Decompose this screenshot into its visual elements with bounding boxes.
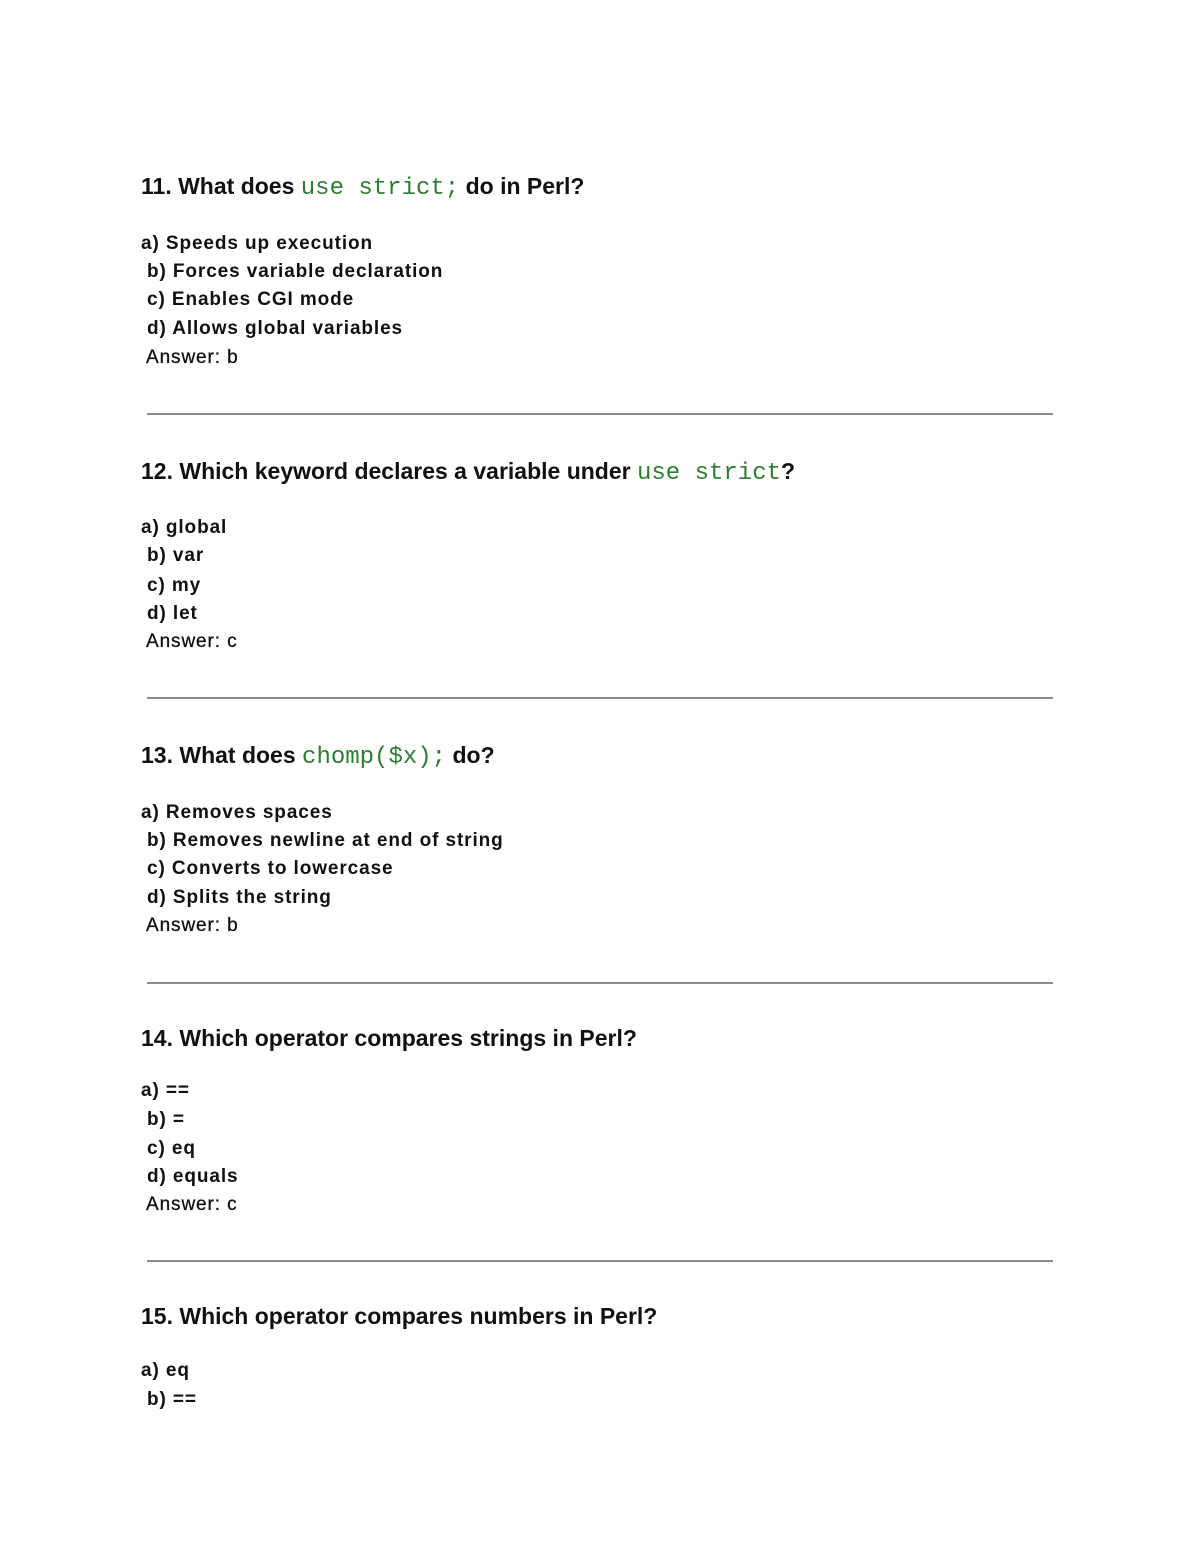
question-11-title bbox=[141, 171, 584, 204]
question-13-title bbox=[141, 740, 495, 773]
question-11-option-a: a) Speeds up execution bbox=[141, 233, 374, 254]
question-12-option-a: a) global bbox=[141, 517, 228, 538]
question-12-title bbox=[141, 456, 795, 489]
question-11-title-text: 11. What does bbox=[141, 173, 301, 199]
divider-rule bbox=[147, 1260, 1053, 1262]
question-12-code: use strict bbox=[636, 460, 782, 487]
question-11-title-tail: do in Perl? bbox=[459, 173, 585, 199]
question-15-option-b: b) == bbox=[147, 1389, 197, 1410]
question-12-title-text: 12. Which keyword declares a variable under bbox=[141, 458, 637, 484]
question-13-title-text: 13. What does bbox=[141, 742, 303, 768]
question-12-option-c: c) my bbox=[147, 575, 202, 596]
question-13-option-d: d) Splits the string bbox=[147, 887, 332, 908]
question-12-option-d: d) let bbox=[147, 603, 198, 624]
question-11-option-b: b) Forces variable declaration bbox=[147, 261, 444, 282]
question-15-title bbox=[141, 1301, 657, 1334]
divider-rule bbox=[147, 697, 1053, 699]
question-13-answer: Answer: b bbox=[146, 915, 239, 936]
question-11-code: use strict; bbox=[300, 175, 460, 202]
question-14-option-a: a) == bbox=[141, 1080, 190, 1101]
question-13-code: chomp($x); bbox=[302, 744, 447, 771]
divider-rule bbox=[147, 982, 1053, 984]
question-14-option-b: b) = bbox=[147, 1109, 185, 1130]
question-15-option-a: a) eq bbox=[141, 1360, 190, 1381]
question-13-title-tail: do? bbox=[446, 742, 495, 768]
question-14-option-c: c) eq bbox=[147, 1138, 196, 1159]
question-14-option-d: d) equals bbox=[147, 1166, 239, 1187]
question-13-option-b: b) Removes newline at end of string bbox=[147, 830, 504, 851]
question-13-option-a: a) Removes spaces bbox=[141, 802, 333, 823]
question-11-answer: Answer: b bbox=[146, 347, 239, 368]
question-13-option-c: c) Converts to lowercase bbox=[147, 858, 394, 879]
question-14-title-text: 14. Which operator compares strings in Perl? bbox=[141, 1025, 637, 1051]
question-11-option-d: d) Allows global variables bbox=[147, 318, 404, 339]
question-12-option-b: b) var bbox=[147, 545, 205, 566]
question-14-answer: Answer: c bbox=[146, 1194, 238, 1215]
divider-rule bbox=[147, 413, 1053, 415]
question-15-title-text: 15. Which operator compares numbers in Perl? bbox=[141, 1303, 658, 1329]
question-12-answer: Answer: c bbox=[146, 631, 238, 652]
question-12-title-tail: ? bbox=[781, 458, 796, 484]
question-14-title bbox=[141, 1023, 637, 1056]
question-11-option-c: c) Enables CGI mode bbox=[147, 289, 355, 310]
